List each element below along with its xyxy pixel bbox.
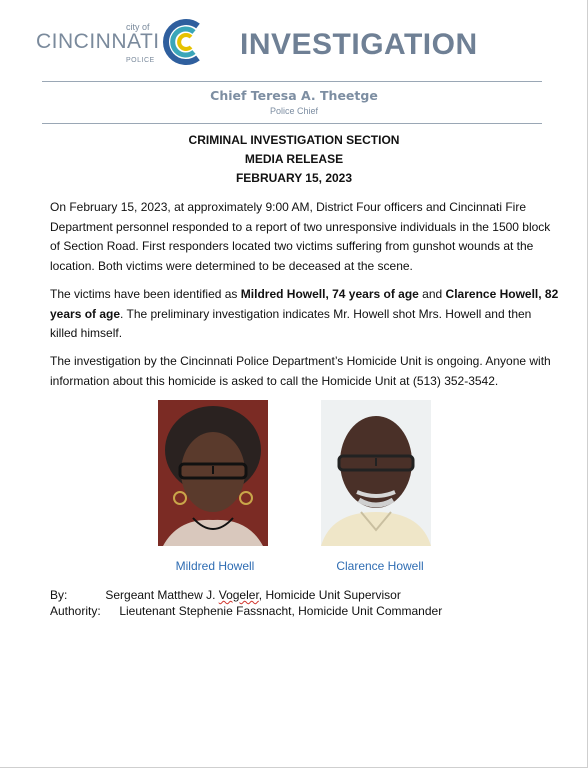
logo-police-text: POLICE <box>126 57 155 64</box>
photo-mildred-howell <box>158 400 268 546</box>
victims-text-and: and <box>418 287 446 301</box>
photo-clarence-howell <box>321 400 431 546</box>
victims-text-outro: . The preliminary investigation indicates Mr. Howell shot Mrs. Howell and then killed himself. <box>50 306 532 341</box>
portrait-man-icon <box>321 400 431 546</box>
incident-paragraph: On February 15, 2023, at approximately 9:00 AM, District Four officers and Cincinnati Fire Department personnel responded to a report of two unresponsive individuals in the 1500 block of Section Road. First responders located two victims suffering from gunshot wounds at the location. Both victims were determined to be deceased at the scene. <box>50 200 551 273</box>
authority-name: Lieutenant Stephenie Fassnacht, Homicide Unit Commander <box>119 604 443 618</box>
contact-paragraph: The investigation by the Cincinnati Police Department’s Homicide Unit is ongoing. Anyone with information about this homicide is asked to call the Homicide Unit at (513) 352-3542. <box>50 354 551 388</box>
byline-by <box>50 588 401 602</box>
by-name-prefix: Sergeant Matthew J. <box>105 588 219 602</box>
victim-2-name-age: Clarence Howell, 82 years of age <box>50 287 559 321</box>
byline-authority <box>50 604 442 618</box>
header-divider-bottom <box>42 123 542 124</box>
victim-1-name-age: Mildred Howell, 74 years of age <box>240 287 419 301</box>
chief-name: Chief Teresa A. Theetge <box>210 88 378 103</box>
victims-text-intro: The victims have been identified as <box>50 287 241 301</box>
authority-label: Authority: <box>50 604 101 618</box>
logo-cincinnati-text: CINCINNATI <box>36 30 160 53</box>
logo-city-of-text: city of <box>126 22 150 32</box>
section-heading: CRIMINAL INVESTIGATION SECTION <box>188 133 400 147</box>
photo-caption-mildred: Mildred Howell <box>175 559 255 573</box>
photo-caption-clarence: Clarence Howell <box>336 559 424 573</box>
logo-c-mark-icon <box>158 16 208 68</box>
by-name-suffix: , Homicide Unit Supervisor <box>258 588 401 602</box>
by-label: By: <box>50 588 68 602</box>
release-type-heading: MEDIA RELEASE <box>244 152 344 166</box>
victims-paragraph <box>50 285 560 344</box>
cincinnati-police-logo <box>36 16 206 70</box>
release-date-heading: FEBRUARY 15, 2023 <box>235 171 353 185</box>
portrait-woman-icon <box>158 400 268 546</box>
header-divider-top <box>42 81 542 82</box>
chief-title: Police Chief <box>269 106 319 116</box>
page-title: INVESTIGATION <box>240 28 478 61</box>
by-name-surname: Vogeler <box>218 588 259 602</box>
